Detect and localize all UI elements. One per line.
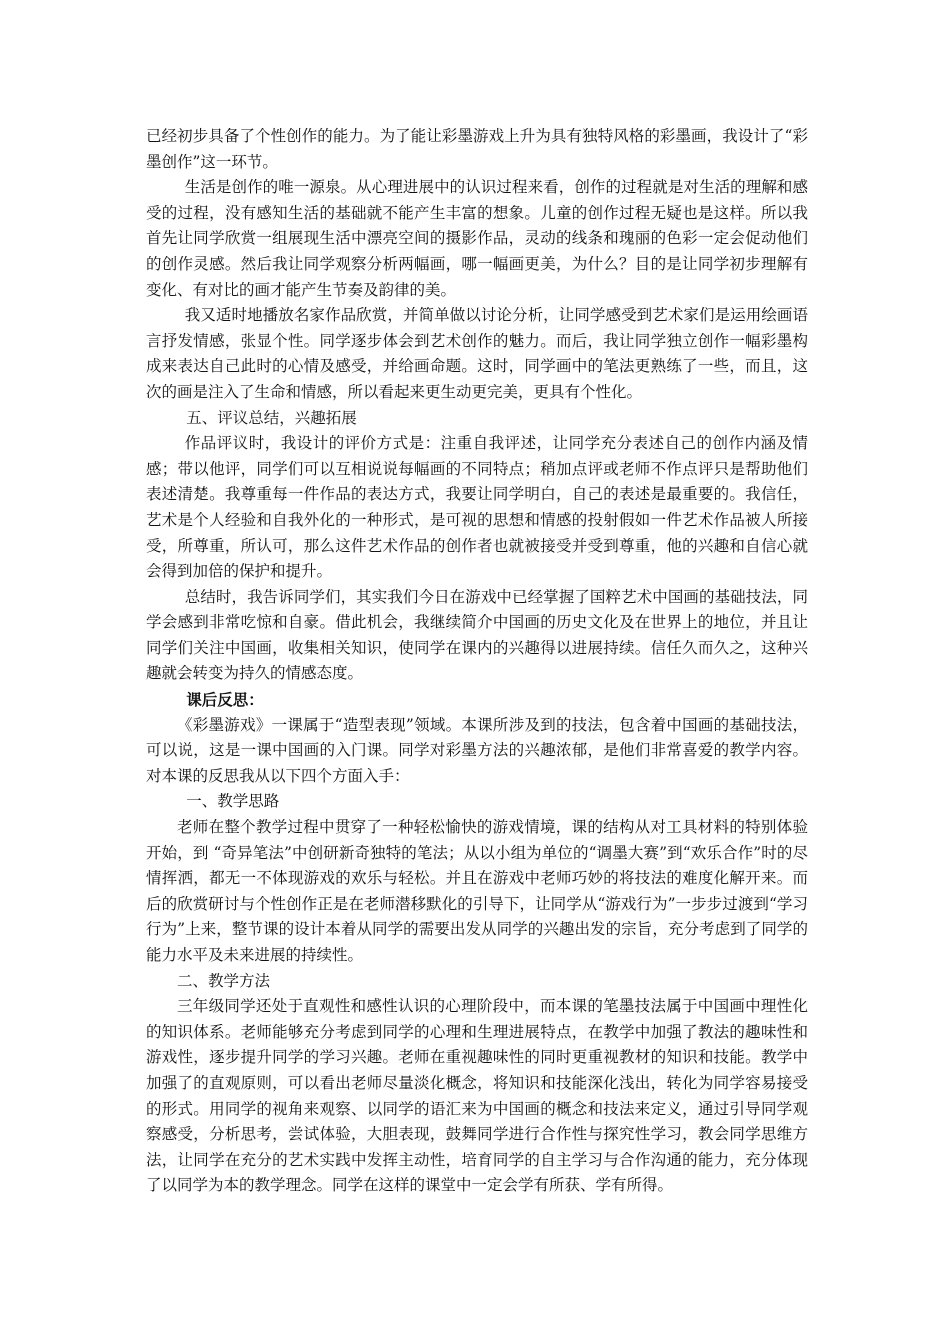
paragraph-reflection-intro: 《彩墨游戏》一课属于“造型表现”领域。本课所涉及到的技法，包含着中国画的基础技法，可以说，这是一课中国画的入门课。同学对彩墨方法的兴趣浓郁，是他们非常喜爱的教学内容。对本课的反思我从以下四个方面入手： (146, 715, 808, 785)
paragraph-summary: 总结时，我告诉同学们，其实我们今日在游戏中已经掌握了国粹艺术中国画的基础技法，同学会感到非常吃惊和自豪。借此机会，我继续简介中国画的历史文化及在世界上的地位，并且让同学们关注中国画，收集相关知识，使同学在课内的兴趣得以进展持续。信任久而久之，这种兴趣就会转变为持久的情感态度。 (146, 587, 808, 683)
section-heading-five: 五、评议总结，兴趣拓展 (186, 408, 357, 427)
paragraph-teaching-method: 三年级同学还处于直观性和感性认识的心理阶段中，而本课的笔墨技法属于中国画中理性化的知识体系。老师能够充分考虑到同学的心理和生理进展特点，在教学中加强了教法的趣味性和游戏性，逐步提升同学的学习兴趣。老师在重视趣味性的同时更重视教材的知识和技能。教学中加强了的直观原则，可以看出老师尽量淡化概念，将知识和技能深化浅出，转化为同学容易接受的形式。用同学的视角来观察、以同学的语汇来为中国画的概念和技法来定义，通过引导同学观察感受，分析思考，尝试体验，大胆表现，鼓舞同学进行合作性与探究性学习，教会同学思维方法，让同学在充分的艺术实践中发挥主动性，培育同学的自主学习与合作沟通的能力，充分体现了以同学为本的教学理念。同学在这样的课堂中一定会学有所获、学有所得。 (146, 997, 808, 1195)
paragraph-life-source: 生活是创作的唯一源泉。从心理进展中的认识过程来看，创作的过程就是对生活的理解和感受的过程，没有感知生活的基础就不能产生丰富的想象。儿童的创作过程无疑也是这样。所以我首先让同学欣赏一组展现生活中漂亮空间的摄影作品，灵动的线条和瑰丽的色彩一定会促动他们的创作灵感。然后我让同学观察分析两幅画，哪一幅画更美，为什么？目的是让同学初步理解有变化、有对比的画才能产生节奏及韵律的美。 (146, 178, 808, 299)
document-body (146, 124, 808, 1199)
section-heading-teaching-approach: 一、教学思路 (186, 792, 280, 811)
paragraph-masterworks: 我又适时地播放名家作品欣赏，并简单做以讨论分析，让同学感受到艺术家们是运用绘画语言抒发情感，张显个性。同学逐步体会到艺术创作的魅力。而后，我让同学独立创作一幅彩墨构成来表达自己此时的心情及感受，并给画命题。这时，同学画中的笔法更熟练了一些，而且，这次的画是注入了生命和情感，所以看起来更生动更完美，更具有个性化。 (146, 306, 808, 401)
paragraph-intro-continuation: 已经初步具备了个性创作的能力。为了能让彩墨游戏上升为具有独特风格的彩墨画，我设计了“彩墨创作”这一环节。 (146, 127, 808, 171)
paragraph-teaching-approach: 老师在整个教学过程中贯穿了一种轻松愉快的游戏情境，课的结构从对工具材料的特别体验开始，到 “奇异笔法”中创研新奇独特的笔法；从以小组为单位的“调墨大赛”到“欢乐合作”时的尽情挥洒，都无一不体现游戏的欢乐与轻松。并且在游戏中老师巧妙的将技法的难度化解开来。而后的欣赏研讨与个性创作正是在老师潜移默化的引导下，让同学从“游戏行为”一步步过渡到“学习行为”上来，整节课的设计本着从同学的需要出发从同学的兴趣出发的宗旨，充分考虑到了同学的能力水平及未来进展的持续性。 (146, 818, 808, 964)
heading-post-class-reflection: 课后反思： (186, 690, 264, 710)
section-heading-teaching-method: 二、教学方法 (177, 971, 271, 990)
paragraph-evaluation: 作品评议时，我设计的评价方式是：注重自我评述，让同学充分表述自己的创作内涵及情感；带以他评，同学们可以互相说说每幅画的不同特点；稍加点评或老师不作点评只是帮助他们表述清楚。我尊重每一件作品的表达方式，我要让同学明白，自己的表述是最重要的。我信任，艺术是个人经验和自我外化的一种形式，是可视的思想和情感的投射假如一件艺术作品被人所接受，所尊重，所认可，那么这件艺术作品的创作者也就被接受并受到尊重，他的兴趣和自信心就会得到加倍的保护和提升。 (146, 434, 808, 581)
